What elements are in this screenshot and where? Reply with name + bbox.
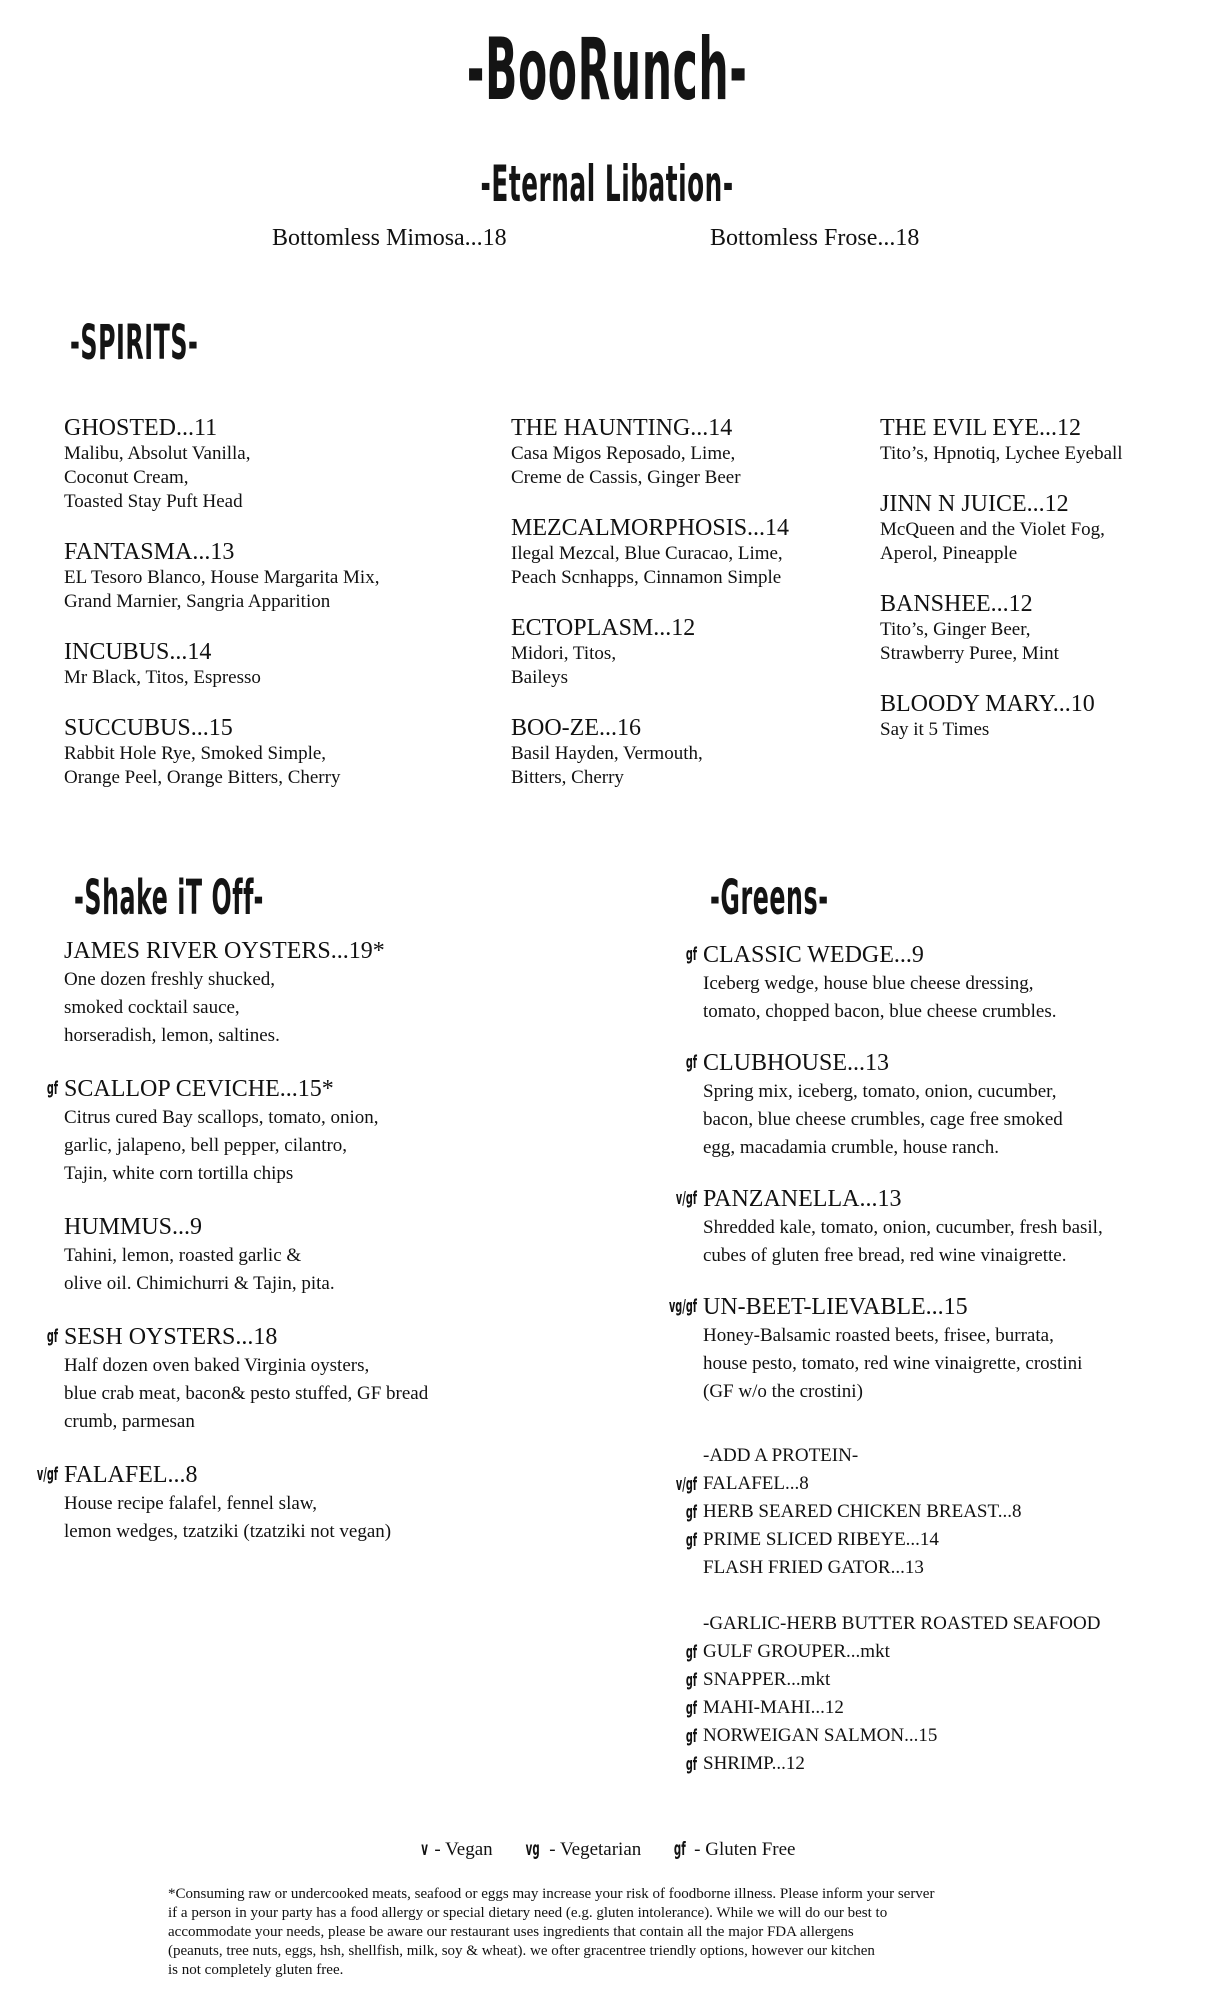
list-item-label: HERB SEARED CHICKEN BREAST...8 [703,1501,1022,1522]
drink-item [64,414,484,514]
dietary-legend [0,1838,1214,1861]
dietary-tag-icon: v/gf [675,1188,697,1209]
spirits-column-2 [511,414,871,814]
menu-item [675,1184,1203,1270]
legend-vegan: v - Vegan [420,1838,493,1860]
drink-name: ECTOPLASM...12 [511,615,696,641]
drink-item [880,690,1210,742]
menu-item-description: cubes of gluten free bread, red wine vinaigrette. [703,1245,1067,1266]
protein-list [675,1470,1203,1582]
menu-item [64,1212,584,1298]
menu-item-description: garlic, jalapeno, bell pepper, cilantro, [64,1135,348,1156]
menu-item-description: crumb, parmesan [64,1411,195,1432]
menu-item-description: smoked cocktail sauce, [64,997,240,1018]
drink-name: BOO-ZE...16 [511,715,641,741]
menu-item-description: Tajin, white corn tortilla chips [64,1163,294,1184]
legend-vegetarian: vg - Vegetarian [525,1838,642,1860]
dietary-tag-icon: gf [46,1078,58,1099]
menu-item [36,1460,584,1546]
drink-name: GHOSTED...11 [64,415,218,441]
dietary-tag-icon: vg/gf [668,1296,697,1317]
list-item [685,1638,1203,1666]
drink-description: Tito’s, Hpnotiq, Lychee Eyeball [880,443,1123,464]
menu-item [46,1322,584,1436]
dietary-tag-icon: gf [685,1530,697,1551]
drink-description: Bitters, Cherry [511,767,624,788]
vegetarian-icon: vg [525,1838,540,1860]
drink-description: Basil Hayden, Vermouth, [511,743,703,764]
drink-item [511,614,871,690]
list-item [703,1554,1203,1582]
menu-item-description: bacon, blue cheese crumbles, cage free smoked [703,1109,1063,1130]
drink-description: McQueen and the Violet Fog, [880,519,1105,540]
drink-item [64,638,484,690]
drink-description: Mr Black, Titos, Espresso [64,667,261,688]
dietary-tag-icon: gf [685,1726,697,1747]
add-protein-heading: -ADD A PROTEIN- [703,1445,859,1466]
list-item [685,1750,1203,1778]
menu-item-description: lemon wedges, tzatziki (tzatziki not vegan) [64,1521,392,1542]
list-item-label: SNAPPER...mkt [703,1669,831,1690]
drink-name: JINN N JUICE...12 [880,491,1069,517]
drink-item [880,590,1210,666]
drink-name: THE EVIL EYE...12 [880,415,1082,441]
menu-item-description: blue crab meat, bacon& pesto stuffed, GF bread [64,1383,429,1404]
menu-item-description: horseradish, lemon, saltines. [64,1025,280,1046]
menu-item [46,1074,584,1188]
menu-item-name: SESH OYSTERS...18 [64,1324,278,1350]
drink-description: Malibu, Absolut Vanilla, [64,443,251,464]
drink-description: Peach Scnhapps, Cinnamon Simple [511,567,782,588]
list-item [685,1666,1203,1694]
drink-description: EL Tesoro Blanco, House Margarita Mix, [64,567,380,588]
dietary-tag-icon: gf [46,1326,58,1347]
list-item-label: FALAFEL...8 [703,1473,809,1494]
drink-item [511,514,871,590]
allergy-disclaimer: *Consuming raw or undercooked meats, seafood or eggs may increase your risk of foodborne illness. Please inform your server if a person in your party has a food allergy or special dietary need (e.g. gluten intolerance). While we will do our best to accommodate your needs, please be aware our restaurant uses ingredients that contain all the major FDA allergens (peanuts, tree nuts, eggs, hsh, shellfish, milk, soy & wheat). we ofter gracentree triendly options, however our kitchen is not completely gluten free. [168,1886,935,1978]
drink-description: Coconut Cream, [64,467,189,488]
drink-description: Tito’s, Ginger Beer, [880,619,1031,640]
list-item-label: FLASH FRIED GATOR...13 [703,1557,924,1578]
list-item [685,1526,1203,1554]
drink-description: Rabbit Hole Rye, Smoked Simple, [64,743,327,764]
dietary-tag-icon: gf [685,1670,697,1691]
menu-item-description: Citrus cured Bay scallops, tomato, onion, [64,1107,379,1128]
drink-description: Creme de Cassis, Ginger Beer [511,467,741,488]
drink-name: INCUBUS...14 [64,639,212,665]
drink-description: Aperol, Pineapple [880,543,1018,564]
dietary-tag-icon: gf [685,1754,697,1775]
list-item [675,1470,1203,1498]
menu-item-description: Tahini, lemon, roasted garlic & [64,1245,302,1266]
drink-name: SUCCUBUS...15 [64,715,233,741]
menu-item-name: HUMMUS...9 [64,1214,203,1240]
dietary-tag-icon: gf [685,944,697,965]
list-item-label: SHRIMP...12 [703,1753,805,1774]
dietary-tag-icon: v/gf [36,1464,58,1485]
menu-item-name: UN-BEET-LIEVABLE...15 [703,1294,968,1320]
menu-item [668,1292,1203,1406]
list-item [685,1498,1203,1526]
shake-it-off-list [36,936,584,1570]
list-item-label: NORWEIGAN SALMON...15 [703,1725,938,1746]
list-item-label: MAHI-MAHI...12 [703,1697,844,1718]
drink-name: THE HAUNTING...14 [511,415,733,441]
list-item [685,1694,1203,1722]
menu-item-description: tomato, chopped bacon, blue cheese crumbles. [703,1001,1057,1022]
menu-item-description: Shredded kale, tomato, onion, cucumber, fresh basil, [703,1217,1103,1238]
menu-item-name: CLUBHOUSE...13 [703,1050,890,1076]
dietary-tag-icon: gf [685,1698,697,1719]
add-protein-section [675,1442,1203,1778]
drink-description: Midori, Titos, [511,643,617,664]
drink-item [880,490,1210,566]
greens-heading: -Greens- [710,870,829,926]
menu-item-name: FALAFEL...8 [64,1462,198,1488]
menu-item-name: CLASSIC WEDGE...9 [703,942,924,968]
vegan-icon: v [420,1838,428,1860]
dietary-tag-icon: v/gf [675,1474,697,1495]
menu-item-description: Iceberg wedge, house blue cheese dressing, [703,973,1034,994]
drink-item [880,414,1210,466]
drink-description: Toasted Stay Puft Head [64,491,243,512]
gluten-free-icon: gf [673,1838,686,1860]
list-item [685,1722,1203,1750]
drink-description: Orange Peel, Orange Bitters, Cherry [64,767,341,788]
drink-description: Strawberry Puree, Mint [880,643,1059,664]
legend-gluten-free: gf - Gluten Free [673,1838,796,1860]
list-item-label: PRIME SLICED RIBEYE...14 [703,1529,939,1550]
drink-name: FANTASMA...13 [64,539,235,565]
list-item-label: GULF GROUPER...mkt [703,1641,890,1662]
eternal-libation-heading: -Eternal Libation- [480,155,734,213]
menu-item-description: (GF w/o the crostini) [703,1381,863,1402]
drink-description: Casa Migos Reposado, Lime, [511,443,736,464]
menu-item-name: PANZANELLA...13 [703,1186,902,1212]
dietary-tag-icon: gf [685,1502,697,1523]
drink-name: BANSHEE...12 [880,591,1033,617]
menu-item [685,1048,1203,1162]
menu-item-name: JAMES RIVER OYSTERS...19* [64,938,385,964]
greens-list [668,940,1203,1428]
spirits-column-1 [64,414,484,814]
spirits-heading: -SPIRITS- [70,315,199,371]
drink-description: Baileys [511,667,568,688]
libation-frose: Bottomless Frose...18 [710,225,920,251]
shake-it-off-heading: -Shake iT Off- [74,870,264,926]
libation-mimosa: Bottomless Mimosa...18 [272,225,507,251]
menu-item-description: Honey-Balsamic roasted beets, frisee, burrata, [703,1325,1054,1346]
seafood-heading: -GARLIC-HERB BUTTER ROASTED SEAFOOD [703,1613,1101,1634]
menu-item-description: One dozen freshly shucked, [64,969,276,990]
menu-item [685,940,1203,1026]
drink-description: Say it 5 Times [880,719,990,740]
menu-item-description: house pesto, tomato, red wine vinaigrette, crostini [703,1353,1083,1374]
drink-item [511,414,871,490]
menu-item-description: olive oil. Chimichurri & Tajin, pita. [64,1273,335,1294]
menu-item-description: egg, macadamia crumble, house ranch. [703,1137,999,1158]
drink-description: Grand Marnier, Sangria Apparition [64,591,331,612]
dietary-tag-icon: gf [685,1052,697,1073]
drink-description: Ilegal Mezcal, Blue Curacao, Lime, [511,543,783,564]
menu-item-description: Spring mix, iceberg, tomato, onion, cucumber, [703,1081,1057,1102]
drink-name: MEZCALMORPHOSIS...14 [511,515,790,541]
drink-item [511,714,871,790]
drink-name: BLOODY MARY...10 [880,691,1095,717]
menu-title: -BooRunch- [466,20,748,120]
drink-item [64,714,484,790]
menu-item [64,936,584,1050]
drink-item [64,538,484,614]
spirits-column-3 [880,414,1210,766]
menu-item-description: House recipe falafel, fennel slaw, [64,1493,318,1514]
menu-item-name: SCALLOP CEVICHE...15* [64,1076,334,1102]
menu-item-description: Half dozen oven baked Virginia oysters, [64,1355,370,1376]
seafood-list [685,1638,1203,1778]
dietary-tag-icon: gf [685,1642,697,1663]
